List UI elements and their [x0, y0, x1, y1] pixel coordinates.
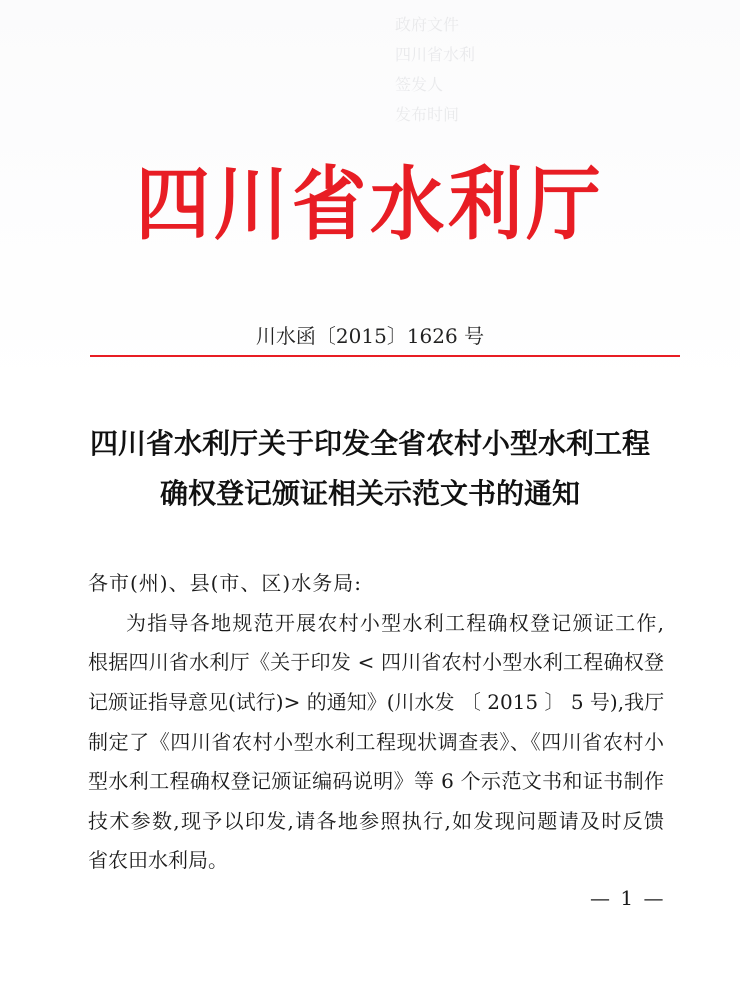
bleed-through-text — [395, 10, 655, 160]
ghost-line: 签发人 — [395, 75, 444, 94]
document-title-line-1: 四川省水利厅关于印发全省农村小型水利工程 — [89, 427, 650, 460]
red-divider-line — [90, 355, 680, 357]
body-line: 技术参数,现予以印发,请各地参照执行,如发现问题请及时反馈 — [88, 809, 664, 833]
ghost-line: 政府文件 — [395, 15, 460, 34]
body-line: 制定了《四川省农村小型水利工程现状调查表》、《四川省农村小 — [88, 730, 664, 754]
body-line: 型水利工程确权登记颁证编码说明》等 6 个示范文书和证书制作 — [88, 769, 664, 793]
body-line: 根据四川省水利厅《关于印发 < 四川省农村小型水利工程确权登 — [88, 650, 664, 674]
body-line: 为指导各地规范开展农村小型水利工程确权登记颁证工作, — [126, 611, 664, 635]
issuing-agency-header: 四川省水利厅 — [135, 157, 605, 251]
document-number: 川水函〔2015〕1626 号 — [255, 324, 485, 348]
addressee: 各市(州)、县(市、区)水务局: — [88, 571, 362, 595]
page-number: — 1 — — [590, 886, 666, 910]
ghost-line: 四川省水利 — [395, 45, 476, 64]
ghost-line: 发布时间 — [395, 105, 460, 124]
document-title-line-2: 确权登记颁证相关示范文书的通知 — [159, 477, 580, 510]
body-line: 记颁证指导意见(试行)> 的通知》(川水发 〔 2015 〕 5 号),我厅 — [88, 690, 665, 714]
body-line: 省农田水利局。 — [88, 848, 228, 872]
